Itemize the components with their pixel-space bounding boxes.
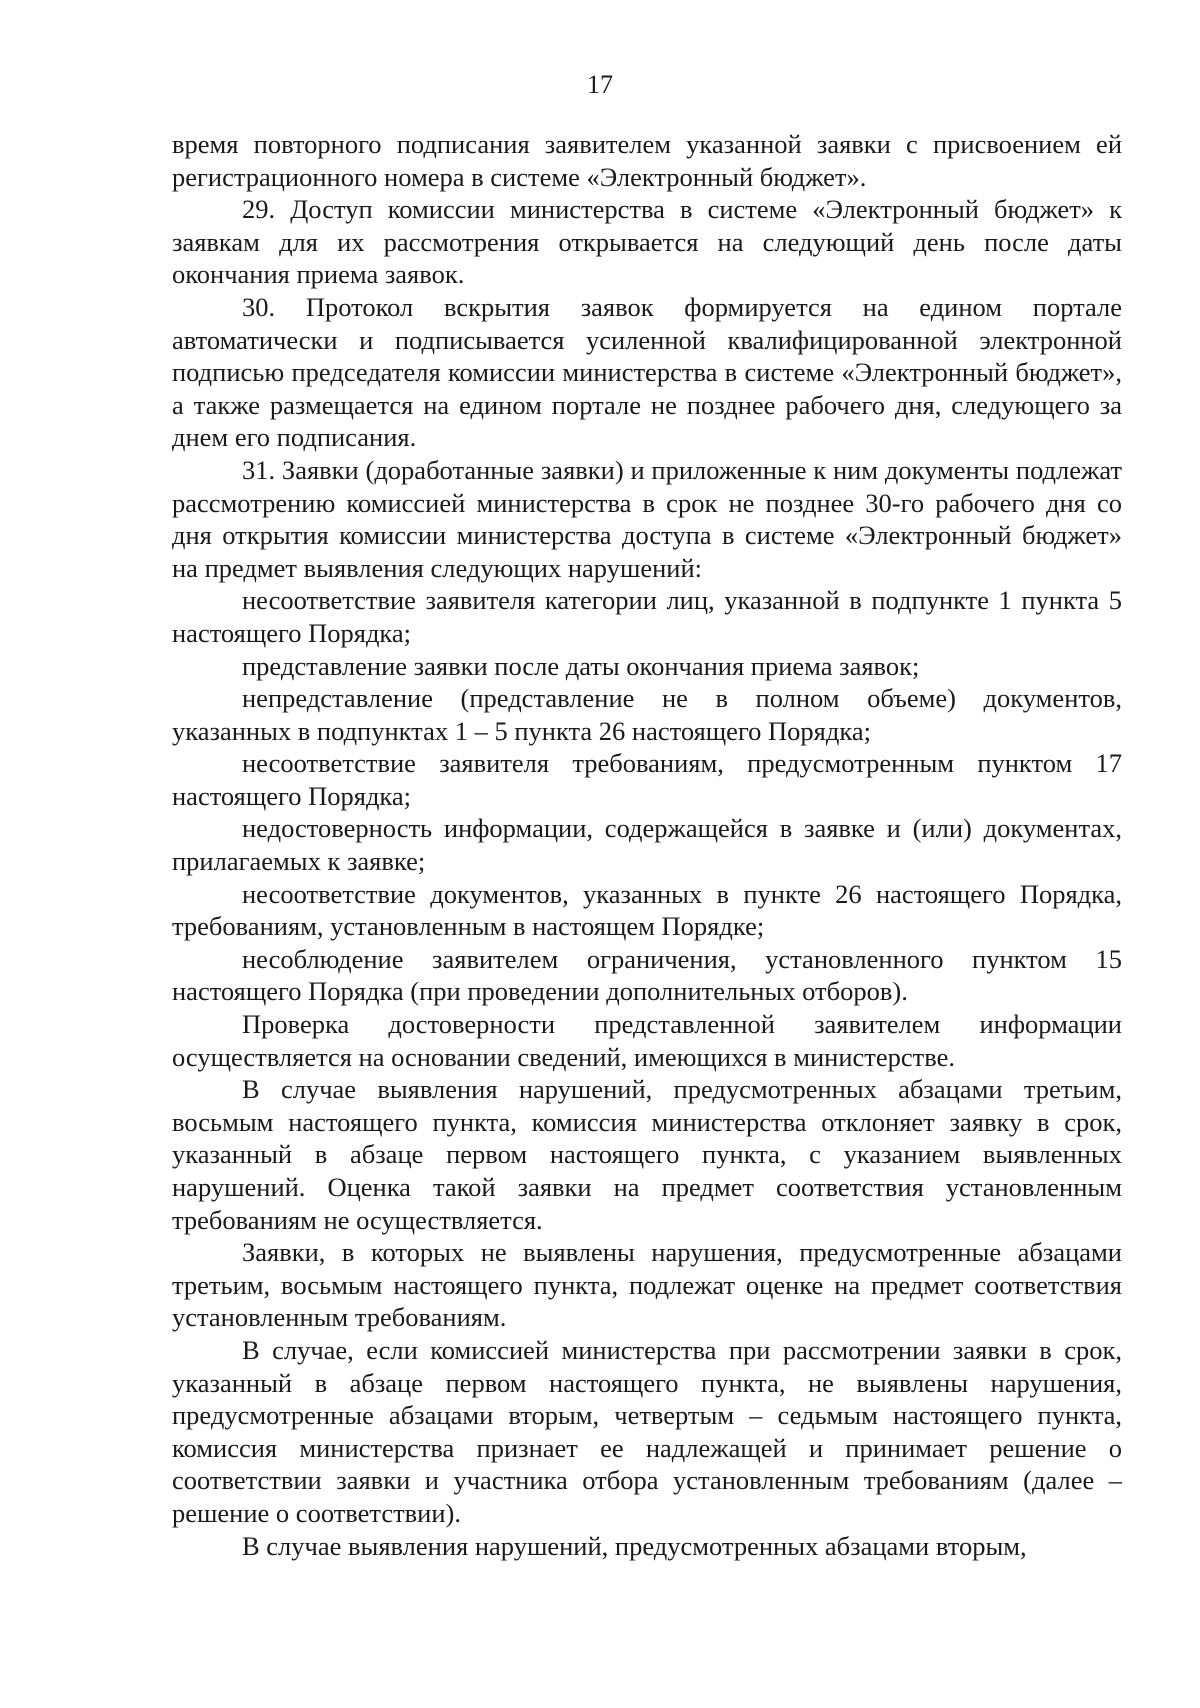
paragraph-truncated: В случае выявления нарушений, предусмотренных абзацами вторым, xyxy=(242,1530,1027,1561)
violation-item: несоблюдение заявителем ограничения, установленного пунктом 15 настоящего Порядка (при проведении дополнительных отборов). xyxy=(172,943,1122,1007)
violation-item: несоответствие заявителя требованиям, предусмотренным пунктом 17 настоящего Порядка; xyxy=(172,748,1122,811)
page-number: 17 xyxy=(587,70,613,99)
paragraph: В случае выявления нарушений, предусмотренных абзацами третьим, восьмым настоящего пункта, комиссия министерства отклоняет заявку в срок, указанный в абзаце первом настоящего пункта, с указанием выявленных нарушений. Оценка такой заявки на предмет соответствия установленным требованиям не осуществляется. xyxy=(172,1074,1122,1235)
paragraph: Проверка достоверности представленной заявителем информации осуществляется на основании сведений, имеющихся в министерстве. xyxy=(172,1009,1122,1072)
paragraph: Заявки, в которых не выявлены нарушения, предусмотренные абзацами третьим, восьмым настоящего пункта, подлежат оценке на предмет соответствия установленным требованиям. xyxy=(172,1237,1122,1333)
violation-item: несоответствие документов, указанных в пункте 26 настоящего Порядка, требованиям, установленным в настоящем Порядке; xyxy=(172,878,1122,942)
violation-item: недостоверность информации, содержащейся в заявке и (или) документах, прилагаемых к заявке; xyxy=(172,813,1122,877)
paragraph-continuation: время повторного подписания заявителем указанной заявки с присвоением ей регистрационного номера в системе «Электронный бюджет». xyxy=(172,129,1122,192)
violation-item: несоответствие заявителя категории лиц, указанной в подпункте 1 пункта 5 настоящего Порядка; xyxy=(172,585,1122,648)
paragraph-item-31: 31. Заявки (доработанные заявки) и приложенные к ним документы подлежат рассмотрению комиссией министерства в срок не позднее 30-го рабочего дня со дня открытия комиссии министерства доступа в системе «Электронный бюджет» на предмет выявления следующих нарушений: xyxy=(172,454,1122,583)
violation-item: непредставление (представление не в полном объеме) документов, указанных в подпунктах 1 – 5 пункта 26 настоящего Порядка; xyxy=(172,683,1122,746)
paragraph-item-29: 29. Доступ комиссии министерства в системе «Электронный бюджет» к заявкам для их рассмотрения открывается на следующий день после даты окончания приема заявок. xyxy=(172,194,1122,290)
paragraph: В случае, если комиссией министерства при рассмотрении заявки в срок, указанный в абзаце первом настоящего пункта, не выявлены нарушения, предусмотренные абзацами вторым, четвертым – седьмым настоящего пункта, комиссия министерства признает ее надлежащей и принимает решение о соответствии заявки и участника отбора установленным требованиям (далее – решение о соответствии). xyxy=(172,1334,1122,1528)
paragraph-item-30: 30. Протокол вскрытия заявок формируется на едином портале автоматически и подписывается усиленной квалифицированной электронной подписью председателя комиссии министерства в системе «Электронный бюджет», а также размещается на едином портале не позднее рабочего дня, следующего за днем его подписания. xyxy=(172,291,1122,453)
violation-item: представление заявки после даты окончания приема заявок; xyxy=(242,650,920,681)
document-body xyxy=(172,128,1122,1562)
